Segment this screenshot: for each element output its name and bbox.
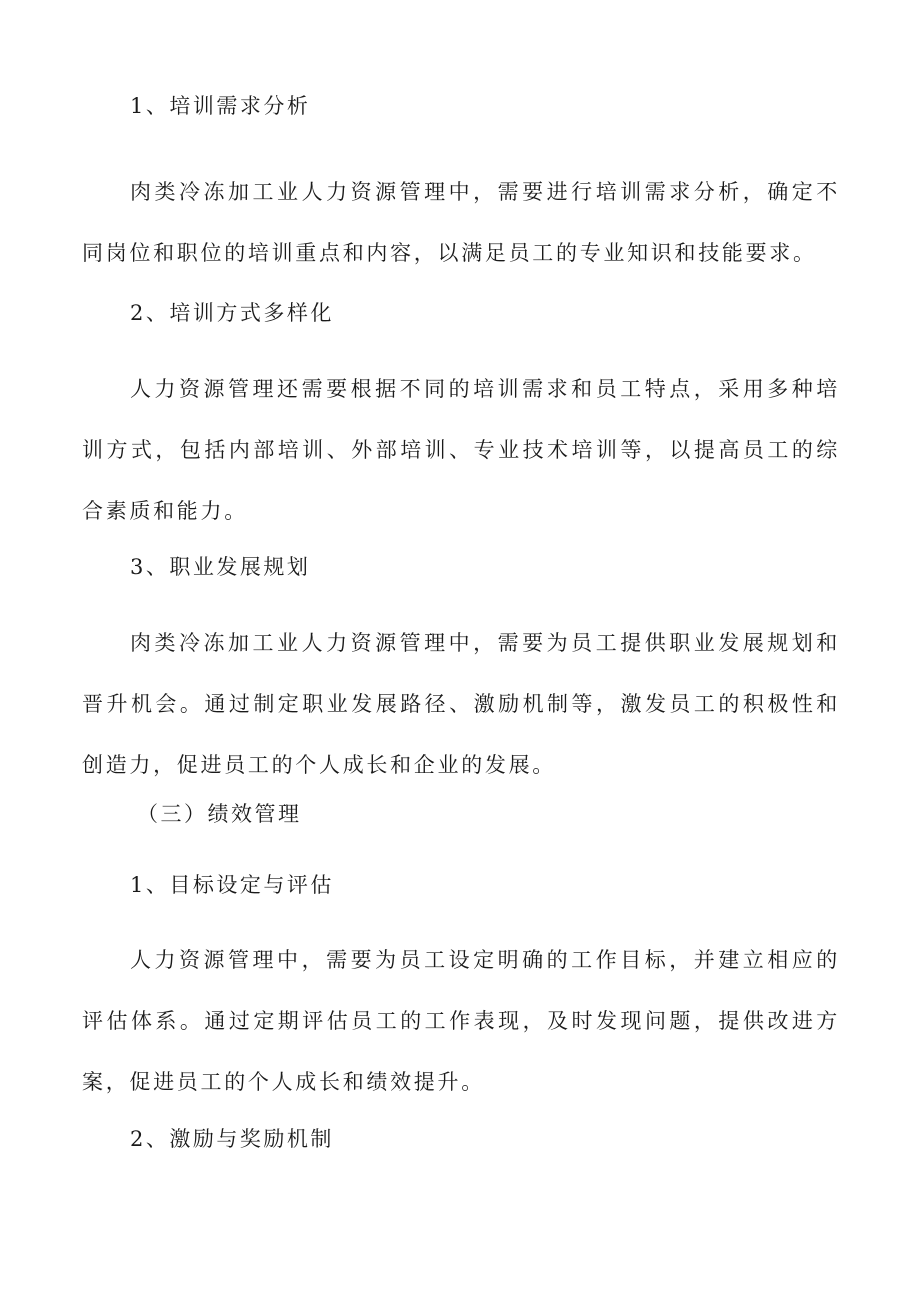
paragraph-career-planning: 肉类冷冻加工业人力资源管理中，需要为员工提供职业发展规划和晋升机会。通过制定职业发展路径、激励机制等，激发员工的积极性和创造力，促进员工的个人成长和企业的发展。	[82, 631, 840, 777]
heading-training-methods: 2、培训方式多样化	[130, 301, 334, 325]
paragraph-goal-setting: 人力资源管理中，需要为员工设定明确的工作目标，并建立相应的评估体系。通过定期评估员工的工作表现，及时发现问题，提供改进方案，促进员工的个人成长和绩效提升。	[82, 948, 840, 1094]
heading-career-planning: 3、职业发展规划	[130, 555, 311, 579]
heading-goal-setting: 1、目标设定与评估	[130, 873, 334, 897]
heading-performance-management: （三）绩效管理	[137, 802, 302, 826]
paragraph-training-methods: 人力资源管理还需要根据不同的培训需求和员工特点，采用多种培训方式，包括内部培训、外部培训、专业技术培训等，以提高员工的综合素质和能力。	[82, 377, 840, 523]
heading-incentive-mechanism: 2、激励与奖励机制	[130, 1127, 334, 1151]
paragraph-training-needs: 肉类冷冻加工业人力资源管理中，需要进行培训需求分析，确定不同岗位和职位的培训重点和内容，以满足员工的专业知识和技能要求。	[82, 180, 840, 265]
heading-training-needs: 1、培训需求分析	[130, 94, 311, 118]
